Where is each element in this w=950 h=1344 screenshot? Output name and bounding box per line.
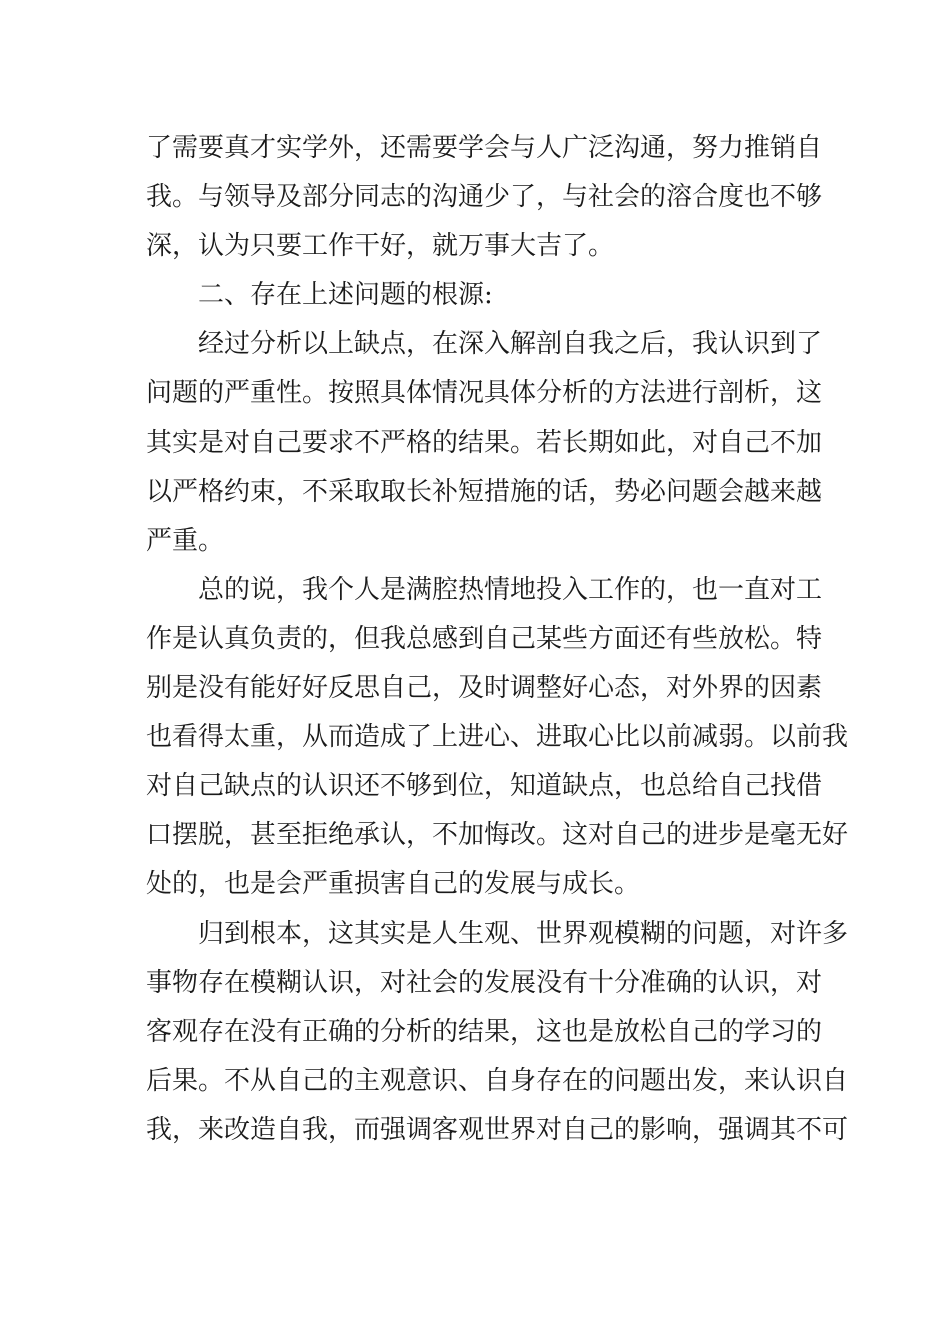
text-line: 我。与领导及部分同志的沟通少了，与社会的溶合度也不够 [146, 182, 823, 213]
text-line: 也看得太重，从而造成了上进心、进取心比以前减弱。以前我 [146, 722, 849, 753]
text-line: 客观存在没有正确的分析的结果，这也是放松自己的学习的 [146, 1016, 823, 1047]
text-line: 总的说，我个人是满腔热情地投入工作的，也一直对工 [198, 574, 823, 605]
text-line: 其实是对自己要求不严格的结果。若长期如此，对自己不加 [146, 427, 823, 458]
text-line: 口摆脱，甚至拒绝承认，不加悔改。这对自己的进步是毫无好 [146, 820, 849, 851]
text-line: 处的，也是会严重损害自己的发展与成长。 [146, 869, 641, 900]
body-text [146, 124, 849, 1155]
text-line: 经过分析以上缺点，在深入解剖自我之后，我认识到了 [198, 329, 823, 360]
text-line: 别是没有能好好反思自己，及时调整好心态，对外界的因素 [146, 673, 823, 704]
text-line: 作是认真负责的，但我总感到自己某些方面还有些放松。特 [146, 623, 823, 654]
text-line: 事物存在模糊认识，对社会的发展没有十分准确的认识，对 [146, 967, 823, 998]
section-heading: 二、存在上述问题的根源: [198, 280, 493, 311]
text-line: 严重。 [146, 525, 225, 556]
text-line: 后果。不从自己的主观意识、自身存在的问题出发，来认识自 [146, 1065, 849, 1096]
text-line: 了需要真才实学外，还需要学会与人广泛沟通，努力推销自 [146, 133, 823, 163]
text-line: 以严格约束，不采取取长补短措施的话，势必问题会越来越 [146, 476, 823, 507]
text-line: 归到根本，这其实是人生观、世界观模糊的问题，对许多 [198, 918, 849, 949]
text-line: 深，认为只要工作干好，就万事大吉了。 [146, 231, 615, 262]
text-line: 对自己缺点的认识还不够到位，知道缺点，也总给自己找借 [146, 771, 823, 802]
text-line: 问题的严重性。按照具体情况具体分析的方法进行剖析，这 [146, 378, 823, 409]
text-line: 我，来改造自我，而强调客观世界对自己的影响，强调其不可 [146, 1114, 849, 1145]
